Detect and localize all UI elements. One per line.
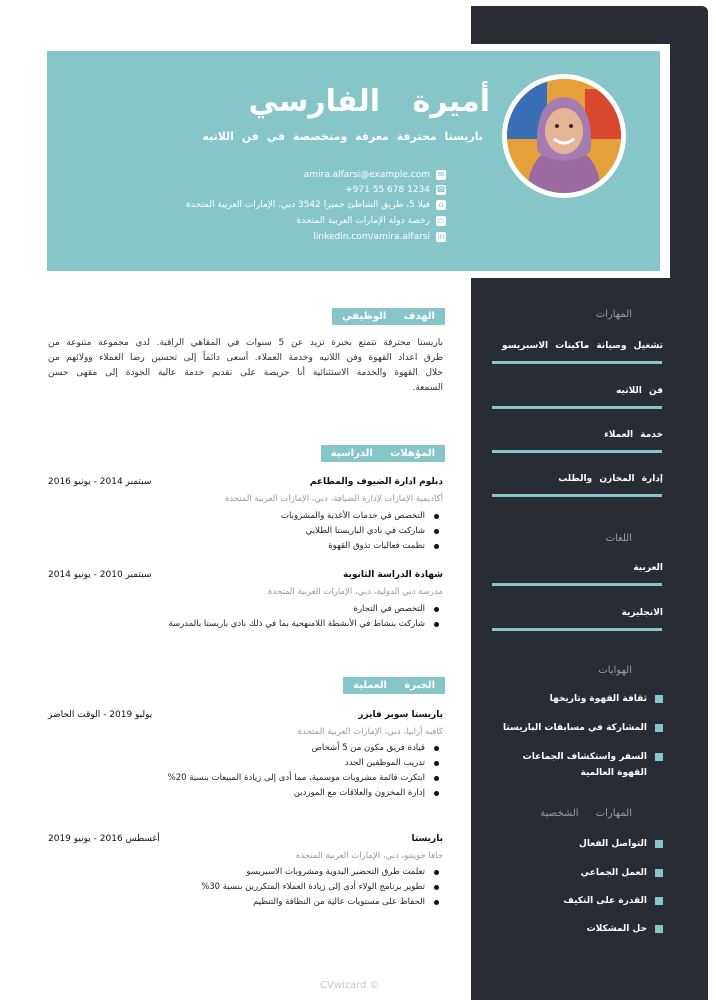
experience-title: باريستا سوبر فايزر — [358, 710, 443, 720]
experience-bullets — [168, 741, 443, 801]
personal-skill-text: حل المشكلات — [586, 924, 647, 934]
experience-date: أغسطس 2016 - يونيو 2019 — [48, 834, 160, 844]
bullet-square-icon — [655, 695, 663, 703]
personal-skill-text: التواصل الفعال — [579, 839, 647, 849]
phone-icon: ☎ — [436, 185, 446, 194]
list-item: نظمت فعاليات تذوق القهوة — [281, 539, 443, 554]
bullet-square-icon — [655, 753, 663, 761]
skill-bar — [492, 494, 662, 497]
contact-address — [186, 200, 446, 210]
personal-skill-item — [503, 921, 663, 937]
education-date: سبتمبر 2010 - يونيو 2014 — [48, 570, 152, 580]
list-item: تطوير برنامج الولاء أدى إلى زيادة العملاء المتكررين بنسبة 30% — [201, 880, 443, 895]
hobby-text: ثقافة القهوة وتاريخها — [549, 694, 647, 704]
languages-heading: اللغات — [605, 533, 632, 544]
language-item: العربية — [633, 563, 663, 573]
personal-skill-item — [503, 865, 663, 881]
candidate-title: باريستا محترفة معرفة ومتخصصة في فن اللاتيه — [202, 130, 483, 143]
contact-linkedin-text: linkedin.com/amira.alfarsi — [313, 232, 430, 242]
skill-bar — [492, 361, 662, 364]
skill-bar — [492, 406, 662, 409]
license-icon: ▭ — [437, 216, 445, 225]
education-bullets — [281, 509, 443, 554]
contact-address-text: فيلا 5، طريق الشاطئ جميرا 3542 دبي، الإمارات العربية المتحدة — [186, 200, 430, 210]
experience-heading: الخبرة العملية — [343, 677, 445, 694]
hobby-item — [503, 749, 663, 781]
personal-skill-item — [503, 893, 663, 909]
contact-phone-text: +971 55 678 1234 — [345, 185, 430, 195]
footer-watermark: CVwizard © — [320, 980, 380, 991]
personal-skill-item — [503, 836, 663, 852]
education-entry-1 — [48, 477, 443, 491]
list-item: الحفاظ على مستويات عالية من النظافة والتنظيم — [201, 895, 443, 910]
bullet-square-icon — [655, 925, 663, 933]
objective-heading: الهدف الوظيفي — [332, 308, 445, 325]
objective-text: باريستا محترفة تتمتع بخبرة تزيد عن 5 سنوات في المقاهي الراقية. لدي مجموعة متنوعة من طرق اعداد القهوة وفن اللاتيه وخدمة العملاء. أسعى دائماً إلى تحسين رضا العملاء وولائهم من خلال القهوة والخدمة الاستثنائية أنا حريصة على تقديم خدمة عالية الجودة إلى مقهى حسن السمعة. — [48, 338, 443, 393]
list-item: شاركت في نادي الباريستا الطلابي — [281, 524, 443, 539]
experience-entry-2 — [48, 834, 443, 848]
education-title: شهادة الدراسة الثانوية — [343, 570, 443, 580]
linkedin-icon: in — [437, 232, 445, 241]
language-bar — [492, 583, 662, 586]
contact-linkedin[interactable] — [313, 232, 446, 242]
personal-skill-text: القدرة على التكيف — [563, 896, 647, 906]
skills-heading: المهارات — [595, 309, 632, 320]
bullet-square-icon — [655, 897, 663, 905]
language-bar — [492, 628, 662, 631]
list-item: إدارة المخزون والعلاقات مع الموردين — [168, 786, 443, 801]
language-item: الانجليزية — [621, 608, 663, 618]
bullet-square-icon — [655, 840, 663, 848]
hobby-item — [503, 691, 663, 707]
avatar — [507, 79, 621, 193]
contact-phone[interactable] — [345, 185, 446, 195]
hobby-text: السفر واستكشاف الجماعات القهوة العالمية — [522, 752, 647, 778]
education-place: مدرسة دبي الدولية، دبي، الإمارات العربية المتحدة — [267, 587, 443, 597]
contact-email-text: amira.alfarsi@example.com — [303, 170, 430, 180]
personal-skill-text: العمل الجماعي — [580, 868, 647, 878]
list-item: تعلمت طرق التحضير اليدوية ومشروبات الاسبريسو — [201, 865, 443, 880]
personal-skills-heading: المهارات الشخصية — [540, 808, 632, 819]
experience-entry-1 — [48, 710, 443, 724]
education-entry-2 — [48, 570, 443, 584]
skill-item: فن اللاتيه — [616, 386, 663, 396]
experience-place: كافيه أرابيا، دبي، الإمارات العربية المتحدة — [297, 727, 443, 737]
experience-place: جافا جوينتو، دبي، الإمارات العربية المتحدة — [295, 851, 443, 861]
candidate-name: أميرة الفارسي — [248, 84, 490, 119]
experience-date: يوليو 2019 - الوقت الحاضر — [48, 710, 153, 720]
home-icon: ⌂ — [436, 200, 446, 210]
list-item: التخصص في خدمات الأغذية والمشروبات — [281, 509, 443, 524]
list-item: تدريب الموظفين الجدد — [168, 756, 443, 771]
skill-item: خدمة العملاء — [604, 430, 663, 440]
education-place: أكاديمية الإمارات لإدارة الضيافة، دبي، الإمارات العربية المتحدة — [224, 494, 443, 504]
list-item: شاركت بنشاط في الأنشطة اللامنهجية بما في ذلك نادي باريستا بالمدرسة — [168, 617, 443, 632]
list-item: ابتكرت قائمة مشروبات موسمية، مما أدى إلى زيادة المبيعات بنسبة 20% — [168, 771, 443, 786]
list-item: التخصص في التجارة — [168, 602, 443, 617]
bullet-square-icon — [655, 724, 663, 732]
education-date: سبتمبر 2014 - يونيو 2016 — [48, 477, 152, 487]
hobbies-heading: الهوايات — [598, 665, 632, 676]
education-heading: المؤهلات الدراسية — [321, 445, 445, 462]
skill-item: تشغيل وصيانة ماكينات الاسبريسو — [502, 341, 663, 351]
education-title: دبلوم ادارة الضيوف والمطاعم — [309, 477, 443, 487]
hobby-text: المشاركة في مسابقات الباريستا — [503, 723, 647, 733]
experience-title: باريستا — [411, 834, 443, 844]
hobby-item — [503, 720, 663, 736]
bullet-square-icon — [655, 869, 663, 877]
contact-email[interactable] — [304, 170, 446, 180]
skill-item: إدارة المخازن والطلب — [558, 474, 663, 484]
email-icon: ✉ — [437, 170, 445, 179]
contact-license — [297, 216, 446, 226]
skill-bar — [492, 450, 662, 453]
list-item: قيادة فريق مكون من 5 أشخاص — [168, 741, 443, 756]
contact-license-text: رخصة دولة الإمارات العربية المتحدة — [296, 216, 430, 226]
education-bullets — [168, 602, 443, 632]
experience-bullets — [201, 865, 443, 910]
